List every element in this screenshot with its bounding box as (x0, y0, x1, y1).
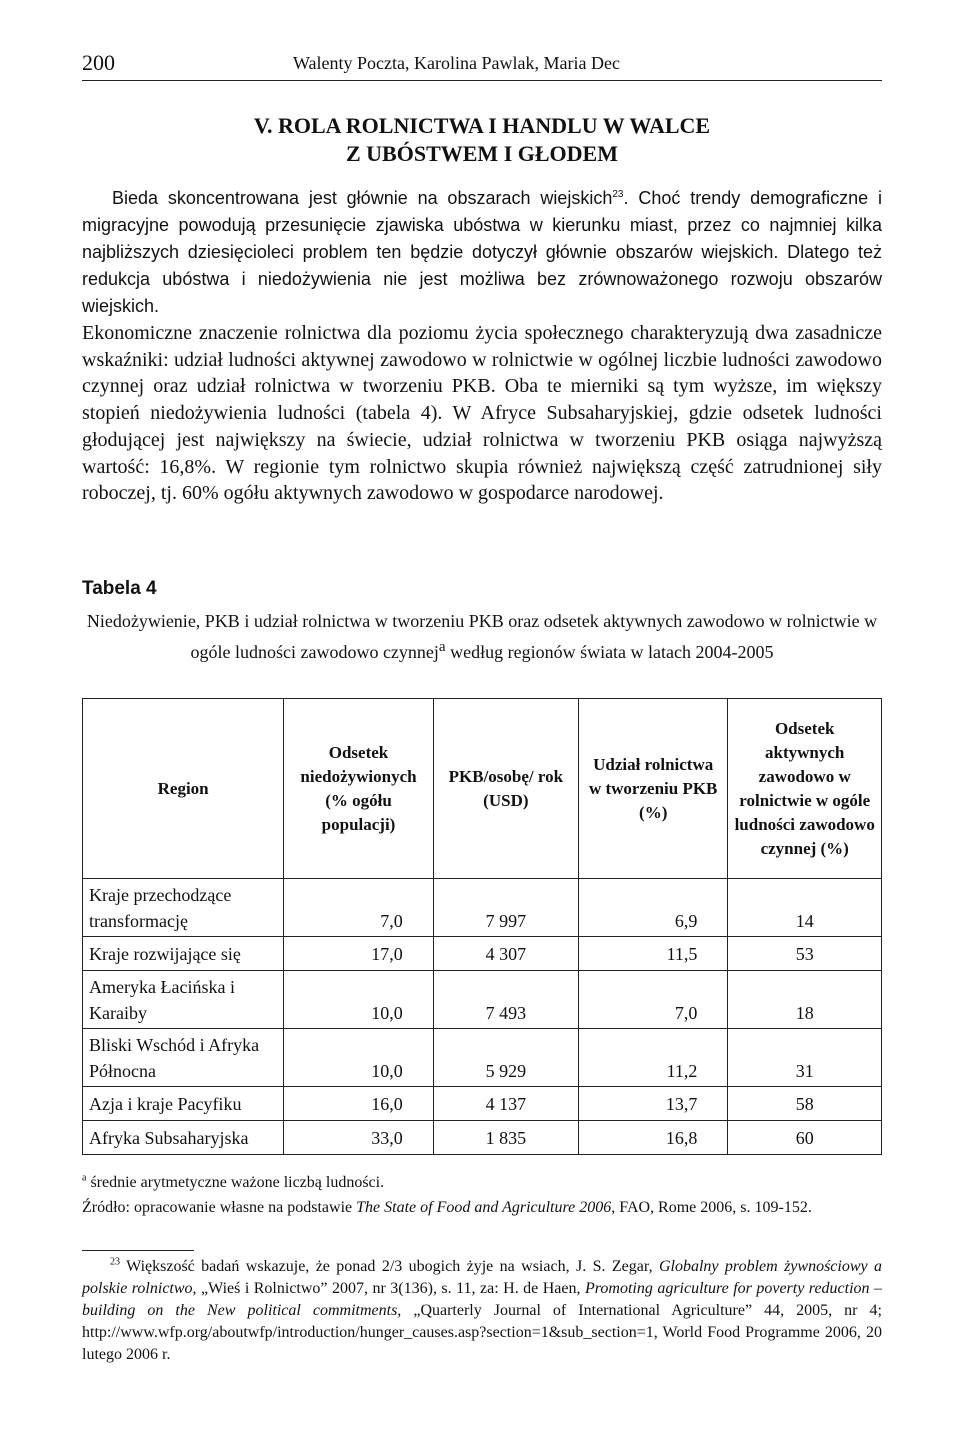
table-row (83, 937, 882, 971)
table-cell: 17,0 (284, 937, 433, 971)
footnote-italic-b: Promoting agriculture for poverty reduction – building on the New political commitments (82, 1280, 883, 1319)
table-cell: 1 835 (433, 1121, 578, 1155)
running-header (82, 44, 882, 81)
table-cell: 5 929 (433, 1029, 578, 1087)
table-cell-region: Kraje przechodzące transformację (83, 879, 284, 937)
table-cell: 14 (728, 879, 882, 937)
table-row (83, 1121, 882, 1155)
table-cell: 58 (728, 1087, 882, 1121)
table-title-text-b: według regionów świata w latach 2004-2005 (445, 642, 774, 662)
table-title-note-ref: a (438, 639, 446, 655)
table-cell: 10,0 (284, 971, 433, 1029)
table-cell: 10,0 (284, 1029, 433, 1087)
footnote-separator (82, 1250, 194, 1251)
table-cell: 11,2 (578, 1029, 727, 1087)
table-note (82, 1172, 882, 1194)
column-header-undernourished: Odsetek niedożywionych (% ogółu populacji) (284, 699, 433, 879)
source-prefix: Źródło: opracowanie własne na podstawie (82, 1199, 357, 1216)
column-header-region: Region (83, 699, 284, 879)
paragraph-2: Ekonomiczne znaczenie rolnictwa dla poziomu życia społecznego charakteryzują dwa zasadnicze wskaźniki: udział ludności aktywnej zawodowo w rolnictwie w ogólnej liczbie ludności zawodowo czynnej oraz udział rolnictwa w tworzeniu PKB. Oba te mierniki są tym wyższe, im większy stopień niedożywienia ludności (tabela 4). W Afryce Subsaharyjskiej, gdzie odsetek ludności głodującej jest największy na świecie, udział rolnictwa w tworzeniu PKB osiąga najwyższą wartość: 16,8%. W regionie tym rolnictwo skupia również największą część zatrudnionej siły roboczej, tj. 60% ogółu aktywnych zawodowo w gospodarce narodowej. (82, 322, 882, 505)
table-title (82, 608, 882, 665)
table-cell: 7,0 (578, 971, 727, 1029)
table-note-marker: a (82, 1172, 87, 1184)
footnote-text-c: , „Quarterly Journal of International Agriculture” 44, 2005, nr 4; http://www.wfp.org/aboutwfp/introduction/hunger_causes.asp?section=1&sub_section=1, World Food Programme 2006, 20 lutego 2006 r. (82, 1302, 882, 1363)
table-cell: 33,0 (284, 1121, 433, 1155)
table-row (83, 1087, 882, 1121)
table-cell: 4 307 (433, 937, 578, 971)
footnote-ref-23: 23 (612, 189, 624, 200)
table-note-text: średnie arytmetyczne ważone liczbą ludności. (86, 1174, 385, 1191)
paragraph-1 (82, 185, 882, 320)
table-cell-region: Azja i kraje Pacyfiku (83, 1087, 284, 1121)
footnote-23 (82, 1256, 882, 1366)
source-title: The State of Food and Agriculture 2006 (356, 1199, 612, 1216)
table-cell: 13,7 (578, 1087, 727, 1121)
column-header-gdp-per-capita: PKB/osobę/ rok (USD) (433, 699, 578, 879)
table-cell: 31 (728, 1029, 882, 1087)
section-title-line-1: V. ROLA ROLNICTWA I HANDLU W WALCE (253, 113, 711, 138)
table-title-text-a: Niedożywienie, PKB i udział rolnictwa w tworzeniu PKB oraz odsetek aktywnych zawodowo w rolnictwie w ogóle ludności zawodowo czynnej (86, 611, 878, 662)
table-cell: 16,0 (284, 1087, 433, 1121)
table-cell-region: Afryka Subsaharyjska (83, 1121, 284, 1155)
paragraph-1-text-b: . Choć trendy demograficzne i migracyjne powodują przesunięcie zjawiska ubóstwa w kierunku miast, przez co najmniej kilka najbliższych dziesięcioleci problem ten będzie dotyczył głównie obszarów wiejskich. Dlatego też redukcja ubóstwa i niedożywienia nie jest możliwa bez zrównoważonego rozwoju obszarów wiejskich. (82, 188, 882, 316)
footnote-italic-a: Globalny problem żywnościowy a polskie rolnictwo (82, 1258, 883, 1297)
table-cell: 11,5 (578, 937, 727, 971)
table-row (83, 971, 882, 1029)
table-cell: 18 (728, 971, 882, 1029)
page-number: 200 (82, 50, 115, 75)
running-header-authors: Walenty Poczta, Karolina Pawlak, Maria Dec (293, 53, 620, 73)
footnote-text-b: , „Wieś i Rolnictwo” 2007, nr 3(136), s. 11, za: H. de Haen, (192, 1280, 585, 1297)
footnote-text-a: Większość badań wskazuje, że ponad 2/3 ubogich żyje na wsiach, J. S. Zegar, (120, 1258, 659, 1275)
table-source (82, 1197, 882, 1219)
footnote-number: 23 (110, 1256, 120, 1268)
table-cell: 60 (728, 1121, 882, 1155)
column-header-agri-gdp-share: Udział rolnictwa w tworzeniu PKB (%) (578, 699, 727, 879)
table-cell-region: Kraje rozwijające się (83, 937, 284, 971)
section-title (82, 112, 882, 168)
table-cell: 4 137 (433, 1087, 578, 1121)
table-cell-region: Ameryka Łacińska i Karaiby (83, 971, 284, 1029)
paragraph-1-text-a: Bieda skoncentrowana jest głównie na obszarach wiejskich (112, 188, 613, 208)
table-cell: 7 493 (433, 971, 578, 1029)
table-header-row (83, 699, 882, 879)
table-cell: 7 997 (433, 879, 578, 937)
data-table (82, 698, 882, 1155)
source-suffix: , FAO, Rome 2006, s. 109-152. (611, 1199, 812, 1216)
table-cell: 7,0 (284, 879, 433, 937)
table-cell-region: Bliski Wschód i Afryka Północna (83, 1029, 284, 1087)
table-label: Tabela 4 (82, 578, 157, 599)
column-header-agri-employment-share: Odsetek aktywnych zawodowo w rolnictwie w ogóle ludności zawodowo czynnej (%) (728, 699, 882, 879)
table-row (83, 1029, 882, 1087)
table-cell: 6,9 (578, 879, 727, 937)
section-title-line-2: Z UBÓSTWEM I GŁODEM (346, 141, 618, 166)
table-cell: 53 (728, 937, 882, 971)
table-cell: 16,8 (578, 1121, 727, 1155)
table-row (83, 879, 882, 937)
